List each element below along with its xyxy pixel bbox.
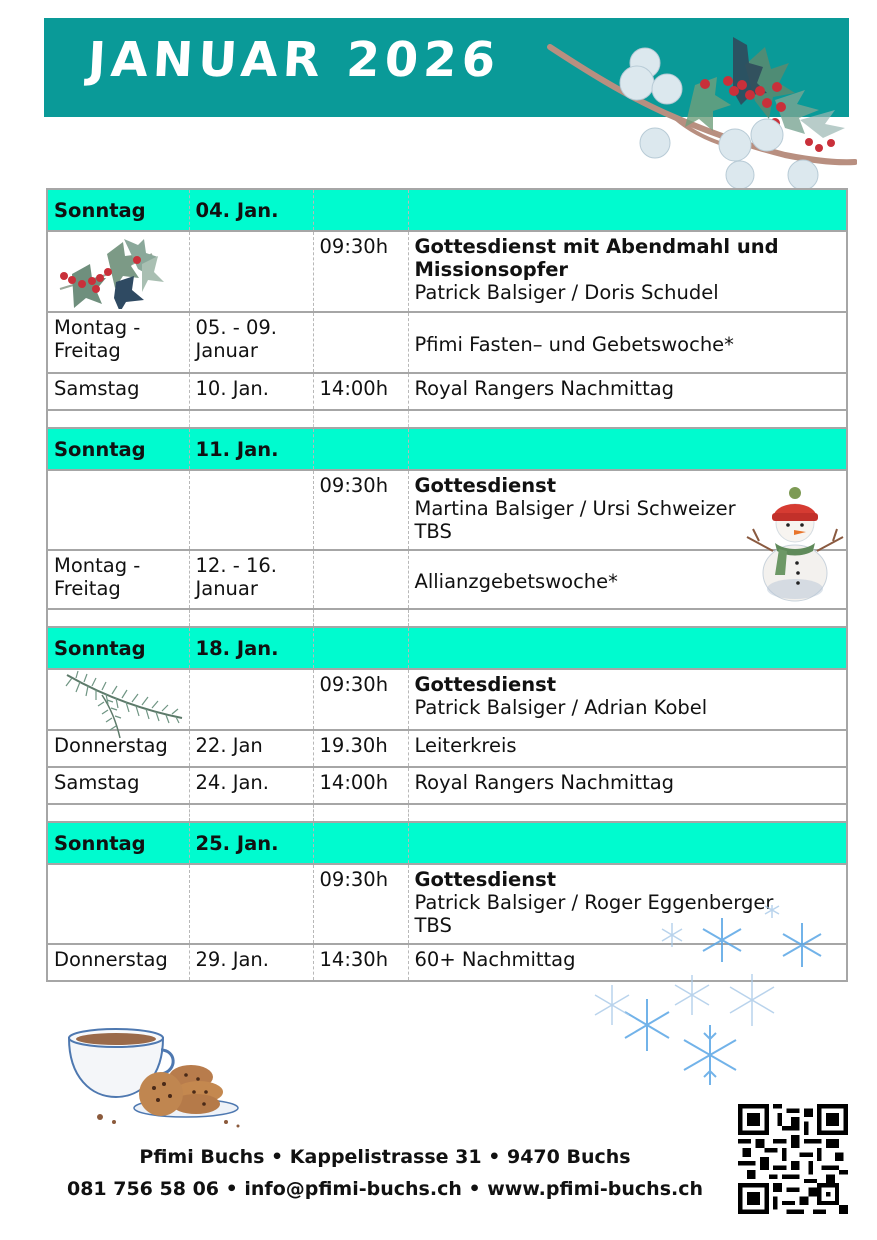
holly-icon	[52, 234, 167, 309]
event-title: Gottesdienst	[414, 868, 557, 891]
spacer-row	[47, 804, 847, 822]
event-time: 14:00h	[313, 373, 408, 410]
week-day: Sonntag	[47, 428, 189, 470]
table-row	[47, 669, 847, 730]
berry-branch-icon	[545, 25, 857, 190]
event-day: Samstag	[47, 373, 189, 410]
event-day-cont: Freitag	[54, 339, 121, 362]
snowman-icon	[745, 485, 845, 603]
event-cell	[408, 669, 847, 730]
table-row	[47, 312, 847, 373]
event-date: 29. Jan.	[189, 944, 313, 981]
week-header-row	[47, 428, 847, 470]
event-date-cont: Januar	[195, 577, 258, 600]
table-row	[47, 231, 847, 312]
event-day-cont: Freitag	[54, 577, 121, 600]
event-date: 22. Jan	[189, 730, 313, 767]
week-day: Sonntag	[47, 822, 189, 864]
event-time: 09:30h	[313, 669, 408, 730]
event-day: Montag -	[54, 554, 141, 577]
footer-contact: 081 756 58 06 • info@pfimi-buchs.ch • www.pfimi-buchs.ch	[66, 1178, 704, 1200]
event-detail-2: TBS	[414, 914, 452, 937]
event-text: Leiterkreis	[408, 730, 847, 767]
table-row	[47, 373, 847, 410]
event-date: 05. - 09.	[195, 316, 277, 339]
event-time: 19.30h	[313, 730, 408, 767]
event-title: Gottesdienst mit Abendmahl und	[414, 235, 779, 258]
event-cell	[408, 231, 847, 312]
event-time: 14:00h	[313, 767, 408, 804]
event-text: 60+ Nachmittag	[408, 944, 847, 981]
week-header-row	[47, 822, 847, 864]
event-text: Royal Rangers Nachmittag	[408, 767, 847, 804]
spacer-row	[47, 410, 847, 428]
week-day: Sonntag	[47, 189, 189, 231]
event-detail-2: TBS	[414, 520, 452, 543]
event-date: 24. Jan.	[189, 767, 313, 804]
event-title: Gottesdienst	[414, 474, 557, 497]
event-date: 10. Jan.	[189, 373, 313, 410]
event-detail: Martina Balsiger / Ursi Schweizer	[414, 497, 736, 520]
week-date: 25. Jan.	[189, 822, 313, 864]
week-header-row	[47, 189, 847, 231]
table-row	[47, 767, 847, 804]
week-day: Sonntag	[47, 627, 189, 669]
event-day: Donnerstag	[47, 730, 189, 767]
week-date: 04. Jan.	[189, 189, 313, 231]
schedule-table	[46, 188, 848, 982]
event-day: Donnerstag	[47, 944, 189, 981]
event-time: 14:30h	[313, 944, 408, 981]
event-text: Pfimi Fasten– und Gebetswoche*	[408, 312, 847, 373]
event-time: 09:30h	[313, 470, 408, 550]
week-header-row	[47, 627, 847, 669]
event-date-cont: Januar	[195, 339, 258, 362]
week-date: 18. Jan.	[189, 627, 313, 669]
coffee-cookies-icon	[66, 1022, 246, 1130]
spacer-row	[47, 609, 847, 627]
event-day: Montag -	[54, 316, 141, 339]
event-time: 09:30h	[313, 231, 408, 312]
qr-code-icon[interactable]	[738, 1104, 848, 1214]
event-title-cont: Missionsopfer	[414, 258, 569, 281]
event-detail: Patrick Balsiger / Doris Schudel	[414, 281, 719, 304]
table-row	[47, 550, 847, 609]
event-text: Royal Rangers Nachmittag	[408, 373, 847, 410]
footer-address: Pfimi Buchs • Kappelistrasse 31 • 9470 Buchs	[139, 1146, 631, 1168]
snowflakes-icon	[582, 905, 837, 1090]
week-date: 11. Jan.	[189, 428, 313, 470]
event-text: Allianzgebetswoche*	[408, 550, 847, 609]
table-row	[47, 470, 847, 550]
event-time: 09:30h	[313, 864, 408, 944]
fir-branch-icon	[62, 670, 187, 740]
page-title: JANUAR 2026	[86, 32, 502, 88]
event-day: Samstag	[47, 767, 189, 804]
event-detail: Patrick Balsiger / Roger Eggenberger	[414, 891, 774, 914]
event-detail: Patrick Balsiger / Adrian Kobel	[414, 696, 708, 719]
event-title: Gottesdienst	[414, 673, 557, 696]
event-date: 12. - 16.	[195, 554, 277, 577]
